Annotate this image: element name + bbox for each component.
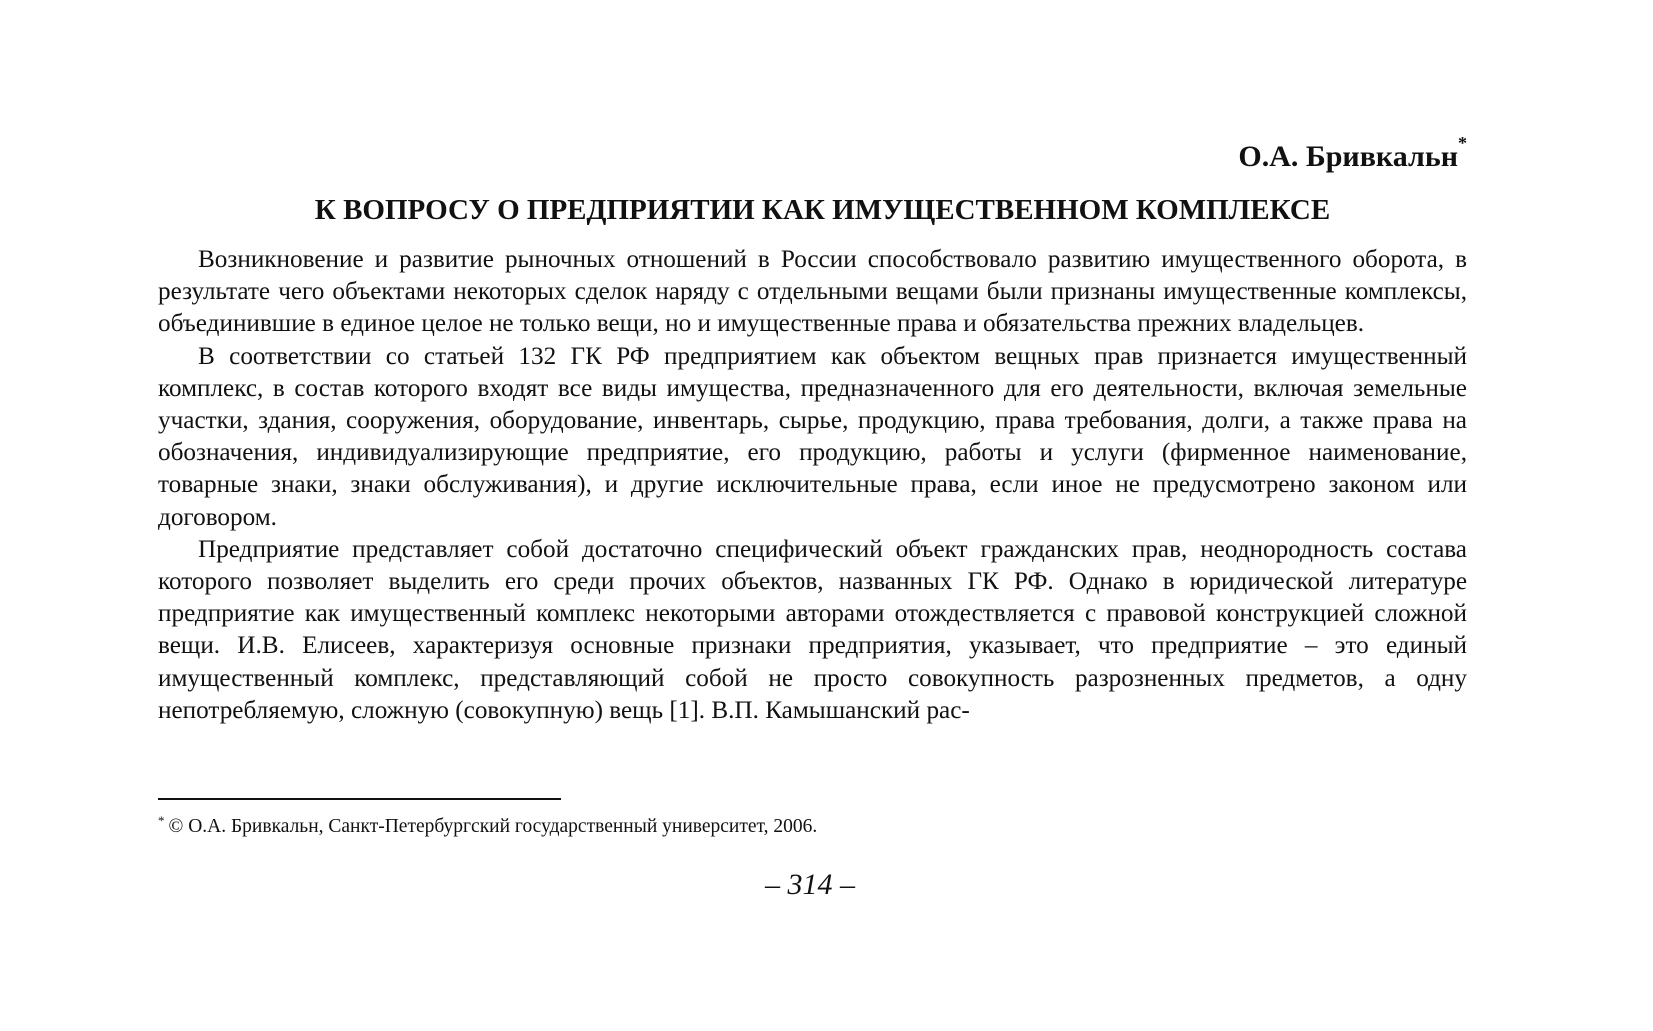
body-paragraph: В соответствии со статьей 132 ГК РФ предприятием как объектом вещных прав признается имущественный комплекс, в состав которого входят все виды имущества, предназначенного для его деятельности, включая земельные участки, здания, сооружения, оборудование, инвентарь, сырье, продукцию, права требования, долги, а также права на обозначения, индивидуализирующие предприятие, его продукцию, работы и услуги (фирменное наименование, товарные знаки, знаки обслуживания), и другие исключительные права, если иное не предусмотрено законом или договором. [158, 342, 1467, 531]
author-footnote-mark: * [1458, 133, 1467, 153]
footnote [158, 812, 818, 839]
article-body [158, 244, 1467, 727]
footnote-separator [158, 798, 561, 800]
author-name-text: О.А. Бривкальн [1238, 140, 1458, 173]
footnote-text: © О.А. Бривкальн, Санкт-Петербургский государственный университет, 2006. [168, 816, 818, 837]
body-paragraph: Предприятие представляет собой достаточно специфический объект гражданских прав, неоднородность состава которого позволяет выделить его среди прочих объектов, названных ГК РФ. Однако в юридической литературе предприятие как имущественный комплекс некоторыми авторами отождествляется с правовой конструкцией сложной вещи. И.В. Елисеев, характеризуя основные признаки предприятия, указывает, что предприятие – это единый имущественный комплекс, представляющий собой не просто совокупность разрозненных предметов, а одну непотребляемую, сложную (совокупную) вещь [1]. В.П. Камышанский рас- [158, 535, 1467, 724]
footnote-mark: * [158, 812, 165, 828]
body-paragraph: Возникновение и развитие рыночных отношений в России способствовало развитию имущественного оборота, в результате чего объектами некоторых сделок наряду с отдельными вещами были признаны имущественные комплексы, объединившие в единое целое не только вещи, но и имущественные права и обязательства прежних владельцев. [158, 246, 1467, 338]
page-number: – 314 – [765, 868, 855, 901]
article-title: К ВОПРОСУ О ПРЕДПРИЯТИИ КАК ИМУЩЕСТВЕННОМ КОМПЛЕКСЕ [314, 194, 1331, 226]
author-name [1238, 133, 1467, 174]
